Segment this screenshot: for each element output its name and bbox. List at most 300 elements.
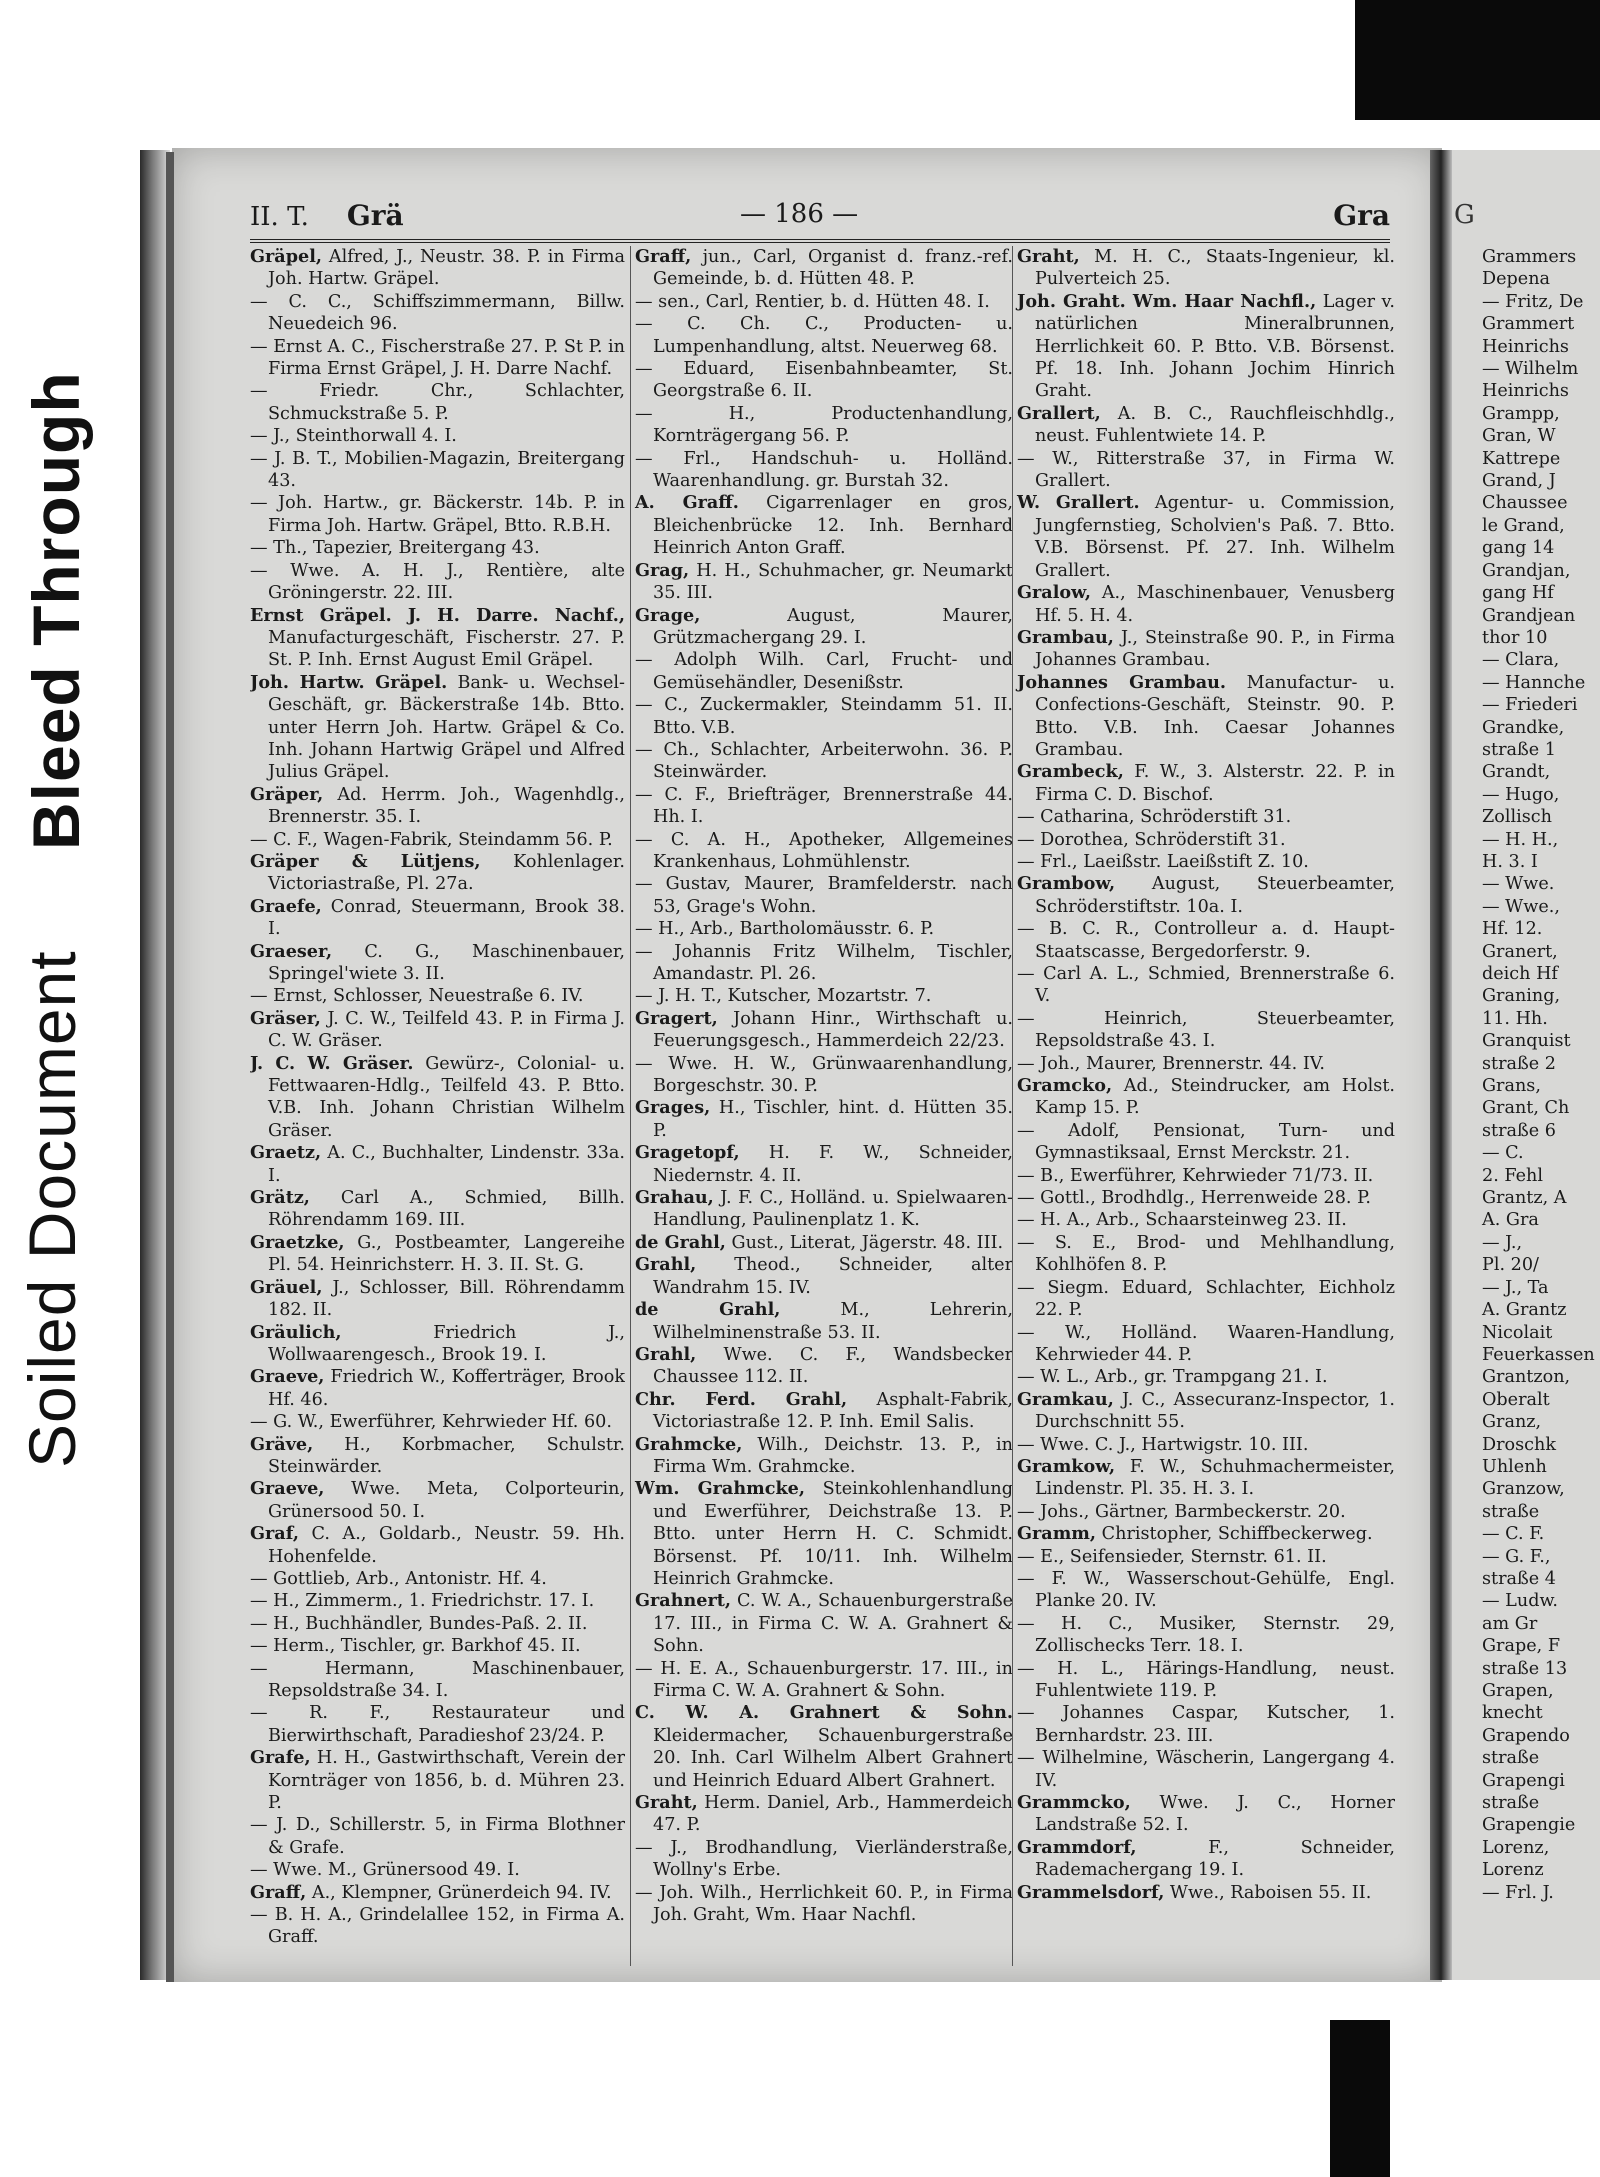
entry-name: Grambau, (1017, 626, 1114, 648)
directory-entry (250, 291, 625, 336)
directory-entry (250, 851, 625, 896)
entry-details: — H., Productenhandlung, Kornträgergang 56. P. (635, 403, 1013, 447)
entry-details: — Ernst A. C., Fischerstraße 27. P. St P. in Firma Ernst Gräpel, J. H. Darre Nachf. (250, 336, 625, 380)
directory-entry (1017, 1456, 1395, 1501)
entry-details: — Friedr. Chr., Schlachter, Schmuckstraße 5. P. (250, 381, 625, 424)
directory-entry (635, 941, 1013, 986)
entry-name: Grammcko, (1017, 1792, 1131, 1814)
directory-entry (635, 1097, 1013, 1142)
binding-edge (166, 152, 174, 1982)
facing-page-line: — Hannche (1482, 672, 1586, 693)
directory-entry (635, 246, 1013, 291)
facing-page-line: straße 13 (1482, 1658, 1568, 1679)
directory-entry (1017, 403, 1395, 448)
entry-name: Gragert, (635, 1007, 718, 1029)
facing-page-line: thor 10 (1482, 627, 1548, 648)
entry-name: Gramm, (1017, 1523, 1097, 1545)
directory-entry (250, 380, 625, 425)
entry-name: de Grahl, (635, 1231, 726, 1253)
entry-details: Agentur- u. Commission, Jungfernstieg, Scholvien's Paß. 7. Btto. V.B. Börsenst. Pf. 27. Inh. Wilhelm Grallert. (1035, 493, 1395, 581)
facing-page-line: — Ludw. (1482, 1591, 1559, 1612)
entry-details: — Herm., Tischler, gr. Barkhof 45. II. (250, 1636, 581, 1657)
facing-page-line: straße (1482, 1501, 1540, 1522)
entry-details: Friedrich J., Wollwaarengesch., Brook 19. I. (268, 1322, 625, 1365)
entry-name: Johannes Grambau. (1017, 671, 1227, 693)
directory-entry (1017, 963, 1395, 1008)
facing-page-line: gang 14 (1482, 538, 1555, 559)
facing-page-line: Grampp, (1482, 403, 1560, 424)
entry-details: Manufactur- u. Confections-Geschäft, Steinstr. 90. P. Btto. V.B. Inh. Caesar Johannes Grambau. (1035, 672, 1395, 760)
facing-page-line: straße 6 (1482, 1120, 1556, 1141)
entry-name: Gräser, (250, 1007, 321, 1029)
entry-details: — H., Zimmerm., 1. Friedrichstr. 17. I. (250, 1591, 595, 1612)
facing-page-line: Grapengi (1482, 1770, 1565, 1791)
directory-entry (250, 1366, 625, 1411)
facing-page-header: G (1454, 200, 1475, 230)
directory-entry (635, 1254, 1013, 1299)
directory-entry (250, 1658, 625, 1703)
entry-details: — C. F., Wagen-Fabrik, Steindamm 56. P. (250, 829, 613, 850)
entry-details: — H. C., Musiker, Sternstr. 29, Zollischecks Terr. 18. I. (1017, 1613, 1395, 1657)
entry-details: — Th., Tapezier, Breitergang 43. (250, 538, 540, 559)
facing-page-line: Droschk (1482, 1434, 1556, 1455)
entry-details: — sen., Carl, Rentier, b. d. Hütten 48. I. (635, 291, 990, 312)
directory-entry (1017, 1658, 1395, 1703)
facing-page-line: — J., (1482, 1232, 1523, 1253)
entry-name: Grage, (635, 604, 701, 626)
entry-details: — Johannes Caspar, Kutscher, 1. Bernhardstr. 23. III. (1017, 1703, 1395, 1746)
directory-entry (250, 537, 625, 559)
directory-entry (1017, 829, 1395, 851)
entry-name: Grag, (635, 559, 690, 581)
directory-entry (250, 1142, 625, 1187)
entry-details: August, Steuerbeamter, Schröderstiftstr. 10a. I. (1035, 874, 1395, 917)
facing-page-line: — Wilhelm (1482, 359, 1579, 380)
entry-name: J. C. W. Gräser. (250, 1052, 414, 1074)
entry-details: — G. W., Ewerführer, Kehrwieder Hf. 60. (250, 1412, 612, 1433)
entry-details: — W. L., Arb., gr. Trampgang 21. I. (1017, 1367, 1328, 1388)
facing-page-line: — Wwe. (1482, 874, 1555, 895)
entry-details: Johann Hinr., Wirthschaft u. Feuerungsgesch., Hammerdeich 22/23. (653, 1008, 1013, 1052)
facing-page-line: — Clara, (1482, 650, 1560, 671)
entry-details: — J. H. T., Kutscher, Mozartstr. 7. (635, 986, 932, 1007)
entry-details: — Wwe. H. W., Grünwaarenhandlung, Borgeschstr. 30. P. (635, 1053, 1013, 1097)
entry-details: Ad., Steindrucker, am Holst. Kamp 15. P. (1035, 1076, 1395, 1119)
entry-name: Grages, (635, 1097, 711, 1119)
entry-name: Gramkow, (1017, 1455, 1116, 1477)
directory-entry (1017, 1366, 1395, 1388)
entry-details: Wwe., Raboisen 55. II. (1164, 1882, 1372, 1903)
directory-entry (250, 1277, 625, 1322)
entry-details: August, Maurer, Grützmachergang 29. I. (653, 605, 1013, 648)
header-left-key: Grä (346, 199, 404, 232)
directory-entry (1017, 1277, 1395, 1322)
directory-entry (250, 1232, 625, 1277)
facing-page-line: Granz, (1482, 1412, 1542, 1433)
entry-details: H., Korbmacher, Schulstr. Steinwärder. (268, 1434, 625, 1477)
entry-details: Bank- u. Wechsel-Geschäft, gr. Bäckerstraße 14b. Btto. unter Herrn Joh. Hartw. Gräpel & Co. Inh. Johann Hartwig Gräpel und Alfred Julius Gräpel. (268, 672, 625, 783)
facing-page-line: — Frl. J. (1482, 1882, 1554, 1903)
entry-details: Carl A., Schmied, Billh. Röhrendamm 169. III. (268, 1188, 625, 1231)
directory-entry (250, 829, 625, 851)
entry-details: Theod., Schneider, alter Wandrahm 15. IV. (653, 1255, 1013, 1298)
entry-details: — Wwe. C. J., Hartwigstr. 10. III. (1017, 1434, 1309, 1455)
facing-page-line: 11. Hh. (1482, 1008, 1548, 1029)
directory-entry (250, 1882, 625, 1904)
facing-page-line: — Friederi (1482, 695, 1578, 716)
entry-details: C. G., Maschinenbauer, Springel'wiete 3. II. (268, 941, 625, 984)
entry-details: — J., Steinthorwall 4. I. (250, 426, 457, 447)
directory-entry (250, 1904, 625, 1949)
directory-entry (1017, 246, 1395, 291)
entry-details: — C. Ch. C., Producten- u. Lumpenhandlung, altst. Neuerweg 68. (635, 314, 1013, 357)
directory-entry (1017, 873, 1395, 918)
entry-details: — Eduard, Eisenbahnbeamter, St. Georgstraße 6. II. (635, 359, 1013, 402)
directory-column-3 (1012, 246, 1395, 1966)
entry-details: Wilh., Deichstr. 13. P., in Firma Wm. Grahmcke. (653, 1434, 1013, 1477)
directory-entry (635, 403, 1013, 448)
facing-page-line: Grand, J (1482, 471, 1556, 492)
directory-entry (1017, 1702, 1395, 1747)
entry-details: — C. A. H., Apotheker, Allgemeines Krankenhaus, Lohmühlenstr. (635, 829, 1013, 872)
entry-name: Grammdorf, (1017, 1836, 1137, 1858)
entry-details: — Frl., Laeißstr. Laeißstift Z. 10. (1017, 851, 1309, 872)
directory-entry (250, 1523, 625, 1568)
directory-entry (250, 1434, 625, 1479)
directory-entry (250, 1590, 625, 1612)
facing-page-fragment (1452, 150, 1600, 1980)
facing-page-line: straße 4 (1482, 1568, 1556, 1589)
directory-entry (1017, 1523, 1395, 1545)
facing-page-line: Hf. 12. (1482, 919, 1543, 940)
entry-details: F. W., 3. Alsterstr. 22. P. in Firma C. D. Bischof. (1035, 762, 1395, 805)
corner-tab-bottom (1330, 2020, 1390, 2177)
facing-page-line: Lorenz (1482, 1860, 1544, 1881)
entry-details: Wwe. J. C., Horner Landstraße 52. I. (1035, 1793, 1395, 1836)
directory-entry (250, 1747, 625, 1814)
entry-details: Asphalt-Fabrik, Victoriastraße 12. P. Inh. Emil Salis. (653, 1389, 1013, 1433)
directory-entry (1017, 582, 1395, 627)
facing-page-line: A. Gra (1482, 1210, 1539, 1231)
directory-entry (1017, 1882, 1395, 1904)
entry-details: Ad. Herrm. Joh., Wagenhdlg., Brennerstr. 35. I. (268, 784, 625, 828)
entry-details: — Heinrich, Steuerbeamter, Repsoldstraße 43. I. (1017, 1008, 1395, 1052)
directory-entry (1017, 1187, 1395, 1209)
facing-page-line: Granzow, (1482, 1479, 1565, 1500)
directory-entry (250, 1859, 625, 1881)
entry-details: — Joh. Hartw., gr. Bäckerstr. 14b. P. in Firma Joh. Hartw. Gräpel, Btto. R.B.H. (250, 493, 625, 536)
directory-entry (250, 1053, 625, 1143)
directory-entry (635, 829, 1013, 874)
directory-entry (1017, 1232, 1395, 1277)
entry-details: J. C., Assecuranz-Inspector, 1. Durchschnitt 55. (1035, 1389, 1395, 1433)
directory-entry (250, 1322, 625, 1367)
directory-entry (250, 1635, 625, 1657)
page-gutter (1430, 150, 1452, 1980)
entry-details: — Adolf, Pensionat, Turn- und Gymnastiksaal, Ernst Merckstr. 21. (1017, 1120, 1395, 1164)
directory-entry (1017, 1389, 1395, 1434)
entry-details: A., Maschinenbauer, Venusberg Hf. 5. H. 4. (1035, 583, 1395, 626)
entry-details: H. F. W., Schneider, Niedernstr. 4. II. (653, 1143, 1013, 1186)
facing-page-column (1482, 246, 1600, 1904)
bleed-through-label: Bleed Through (19, 371, 93, 850)
entry-details: — J., Brodhandlung, Vierländerstraße, Wollny's Erbe. (635, 1837, 1013, 1881)
directory-entry (250, 1187, 625, 1232)
entry-details: — B. C. R., Controlleur a. d. Haupt-Staatscasse, Bergedorferstr. 9. (1017, 919, 1395, 962)
entry-details: Kleidermacher, Schauenburgerstraße 20. Inh. Carl Wilhelm Albert Grahnert und Heinrich Eduard Albert Grahnert. (653, 1725, 1013, 1791)
facing-page-line: Feuerkassen (1482, 1344, 1595, 1365)
header-volume: II. T. Grä (250, 199, 404, 232)
directory-entry (250, 896, 625, 941)
entry-name: Gragetopf, (635, 1142, 740, 1164)
entry-details: Gewürz-, Colonial- u. Fettwaaren-Hdlg., Teilfeld 43. P. Btto. V.B. Inh. Johann Christian Wilhelm Gräser. (268, 1053, 625, 1141)
directory-entry (1017, 1008, 1395, 1053)
entry-details: A. B. C., Rauchfleischhdlg., neust. Fuhlentwiete 14. P. (1035, 403, 1395, 447)
directory-entry (635, 739, 1013, 784)
directory-entry (250, 425, 625, 447)
directory-entry (635, 358, 1013, 403)
directory-entry (635, 649, 1013, 694)
entry-name: C. W. A. Grahnert & Sohn. (635, 1702, 1013, 1724)
facing-page-line: Grandjan, (1482, 560, 1571, 581)
facing-page-line: Grandjean (1482, 605, 1576, 626)
facing-page-line: Granquist (1482, 1031, 1571, 1052)
facing-page-line: — G. F., (1482, 1546, 1551, 1567)
directory-entry (635, 1882, 1013, 1927)
facing-page-line: Zollisch (1482, 807, 1552, 828)
facing-page-line: Oberalt (1482, 1389, 1550, 1410)
entry-name: de Grahl, (635, 1299, 781, 1321)
facing-page-line: Heinrichs (1482, 336, 1569, 357)
directory-entry (635, 560, 1013, 605)
facing-page-line: Chaussee (1482, 493, 1568, 514)
directory-entry (1017, 1075, 1395, 1120)
entry-name: A. Graff. (635, 492, 739, 514)
directory-entry (250, 246, 625, 291)
directory-entry (250, 1008, 625, 1053)
facing-page-line: Grandt, (1482, 762, 1551, 783)
directory-entry (1017, 627, 1395, 672)
facing-page-line: — Hugo, (1482, 784, 1560, 805)
entry-details: G., Postbeamter, Langereihe Pl. 54. Heinrichsterr. H. 3. II. St. G. (268, 1232, 625, 1276)
directory-entry (1017, 918, 1395, 963)
entry-details: C. A., Goldarb., Neustr. 59. Hh. Hohenfelde. (268, 1524, 625, 1567)
entry-details: Herm. Daniel, Arb., Hammerdeich 47. P. (653, 1793, 1013, 1836)
facing-page-line: 2. Fehl (1482, 1165, 1543, 1186)
directory-entry (1017, 1613, 1395, 1658)
directory-entry (250, 336, 625, 381)
facing-page-line: straße 2 (1482, 1053, 1556, 1074)
entry-details: — C. C., Schiffszimmermann, Billw. Neuedeich 96. (250, 291, 625, 335)
entry-details: — Dorothea, Schröderstift 31. (1017, 829, 1286, 850)
facing-page-line: Gran, W (1482, 426, 1556, 447)
entry-details: — C., Zuckermakler, Steindamm 51. II. Btto. V.B. (635, 695, 1013, 738)
directory-entry (635, 694, 1013, 739)
entry-name: Gräpel, (250, 246, 322, 267)
directory-entry (1017, 1747, 1395, 1792)
entry-details: Friedrich W., Kofferträger, Brook Hf. 46. (268, 1367, 625, 1410)
entry-details: — B., Ewerführer, Kehrwieder 71/73. II. (1017, 1165, 1374, 1186)
entry-details: F., Schneider, Rademachergang 19. I. (1035, 1837, 1395, 1881)
entry-details: — Ernst, Schlosser, Neuestraße 6. IV. (250, 986, 584, 1007)
entry-details: — Gottl., Brodhdlg., Herrenweide 28. P. (1017, 1188, 1371, 1209)
facing-page-line: Graning, (1482, 986, 1561, 1007)
entry-details: — Johs., Gärtner, Barmbeckerstr. 20. (1017, 1501, 1346, 1522)
entry-details: — J. B. T., Mobilien-Magazin, Breitergang 43. (250, 448, 625, 492)
facing-page-line: Nicolait (1482, 1322, 1553, 1343)
directory-entry (635, 1053, 1013, 1098)
directory-entry (250, 560, 625, 605)
facing-page-line: am Gr (1482, 1613, 1538, 1634)
directory-entry (1017, 1568, 1395, 1613)
directory-entry (1017, 1120, 1395, 1165)
facing-page-line: Depena (1482, 269, 1551, 290)
directory-entry (635, 1232, 1013, 1254)
entry-details: H., Tischler, hint. d. Hütten 35. P. (653, 1098, 1013, 1141)
entry-details: H. H., Gastwirthschaft, Verein der Kornträger von 1856, b. d. Mühren 23. P. (268, 1748, 625, 1814)
entry-details: — H. L., Härings-Handlung, neust. Fuhlentwiete 119. P. (1017, 1658, 1395, 1701)
directory-entry (635, 784, 1013, 829)
entry-name: Gräuel, (250, 1276, 323, 1298)
directory-entry (250, 1411, 625, 1433)
facing-page-line: — C. F. (1482, 1524, 1545, 1545)
facing-page-line: Grapengie (1482, 1815, 1576, 1836)
facing-page-line: Grandke, (1482, 717, 1565, 738)
facing-page-line: Grantzon, (1482, 1367, 1571, 1388)
entry-details: Steinkohlenhandlung und Ewerführer, Deichstraße 13. P. Btto. unter Herrn H. C. Schmidt. Börsenst. Pf. 10/11. Inh. Wilhelm Heinrich Grahmcke. (653, 1479, 1013, 1589)
directory-entry (250, 941, 625, 986)
entry-name: Gräve, (250, 1433, 314, 1455)
entry-name: W. Grallert. (1017, 492, 1140, 514)
directory-entry (1017, 448, 1395, 493)
entry-name: Gramcko, (1017, 1075, 1113, 1097)
entry-details: J., Steinstraße 90. P., in Firma Johannes Grambau. (1035, 627, 1395, 671)
entry-details: — Adolph Wilh. Carl, Frucht- und Gemüsehändler, Desenißstr. (635, 650, 1013, 693)
entry-details: — Wwe. M., Grünersood 49. I. (250, 1860, 520, 1881)
facing-page-line: Granert, (1482, 941, 1558, 962)
facing-page-line: — C. (1482, 1143, 1524, 1164)
header-right-key: Gra (1333, 199, 1390, 232)
directory-entry (1017, 1053, 1395, 1075)
facing-page-line: knecht (1482, 1703, 1543, 1724)
entry-name: Gräulich, (250, 1321, 342, 1343)
entry-details: Christopher, Schiffbeckerweg. (1096, 1524, 1373, 1545)
entry-details: J., Schlosser, Bill. Röhrendamm 182. II. (268, 1277, 625, 1321)
directory-entry (1017, 851, 1395, 873)
entry-details: J. C. W., Teilfeld 43. P. in Firma J. C. W. Gräser. (268, 1008, 625, 1052)
entry-name: Gräper, (250, 783, 324, 805)
directory-column-2 (630, 246, 1013, 1966)
entry-name: Graht, (635, 1792, 698, 1814)
entry-details: — Gottlieb, Arb., Antonistr. Hf. 4. (250, 1568, 547, 1589)
directory-entry (635, 1344, 1013, 1389)
entry-details: — Ch., Schlachter, Arbeiterwohn. 36. P. Steinwärder. (635, 739, 1013, 783)
facing-page-line: H. 3. I (1482, 851, 1538, 872)
facing-page-line: Grans, (1482, 1076, 1541, 1097)
directory-entry (635, 1837, 1013, 1882)
corner-tab-top (1355, 0, 1600, 120)
entry-details: — E., Seifensieder, Sternstr. 61. II. (1017, 1546, 1327, 1567)
entry-details: — Gustav, Maurer, Bramfelderstr. nach 53, Grage's Wohn. (635, 874, 1013, 917)
entry-details: M. H. C., Staats-Ingenieur, kl. Pulverteich 25. (1035, 247, 1395, 290)
directory-entry (635, 1008, 1013, 1053)
entry-name: Grammelsdorf, (1017, 1881, 1165, 1903)
entry-details: — H. E. A., Schauenburgerstr. 17. III., in Firma C. W. A. Grahnert & Sohn. (635, 1658, 1013, 1701)
entry-name: Wm. Grahmcke, (635, 1478, 805, 1500)
entry-name: Grahnert, (635, 1590, 731, 1612)
directory-entry (635, 918, 1013, 940)
directory-entry (1017, 492, 1395, 582)
directory-entry (635, 1434, 1013, 1479)
facing-page-line: Grape, F (1482, 1636, 1561, 1657)
directory-entry (1017, 761, 1395, 806)
facing-page-line: Grammers (1482, 247, 1577, 267)
directory-entry (635, 1792, 1013, 1837)
directory-entry (250, 1702, 625, 1747)
directory-entry (1017, 1792, 1395, 1837)
entry-name: Graeve, (250, 1478, 325, 1500)
directory-entry (250, 1814, 625, 1859)
facing-page-line: Grammert (1482, 314, 1575, 335)
directory-entry (1017, 1546, 1395, 1568)
directory-entry (635, 313, 1013, 358)
facing-page-line: — Wwe., (1482, 896, 1560, 917)
facing-page-line: straße (1482, 1793, 1540, 1814)
directory-entry (1017, 291, 1395, 403)
directory-entry (635, 1299, 1013, 1344)
entry-details: Manufacturgeschäft, Fischerstr. 27. P. St. P. Inh. Ernst August Emil Gräpel. (268, 627, 625, 671)
directory-entry (250, 784, 625, 829)
facing-page-line: straße (1482, 1748, 1540, 1769)
directory-entry (1017, 1165, 1395, 1187)
directory-entry (250, 1568, 625, 1590)
entry-details: H. H., Schuhmacher, gr. Neumarkt 35. III. (653, 560, 1013, 604)
entry-details: — W., Ritterstraße 37, in Firma W. Grallert. (1017, 448, 1395, 492)
entry-details: — S. E., Brod- und Mehlhandlung, Kohlhöfen 8. P. (1017, 1232, 1395, 1276)
entry-name: Ernst Gräpel. J. H. Darre. Nachf., (250, 604, 625, 626)
entry-name: Grahl, (635, 1254, 697, 1276)
entry-details: M., Lehrerin, Wilhelminenstraße 53. II. (653, 1300, 1013, 1343)
entry-name: Graefe, (250, 895, 322, 917)
facing-page-line: Grantz, A (1482, 1188, 1567, 1209)
directory-entry (635, 605, 1013, 650)
entry-details: — B. H. A., Grindelallee 152, in Firma A. Graff. (250, 1905, 625, 1948)
directory-entry (250, 605, 625, 672)
entry-details: Gust., Literat, Jägerstr. 48. III. (725, 1232, 1004, 1253)
directory-entry (250, 448, 625, 493)
directory-entry (250, 672, 625, 784)
page-header (250, 195, 1390, 243)
directory-entry (250, 492, 625, 537)
directory-entry (635, 1590, 1013, 1657)
entry-details: — Catharina, Schröderstift 31. (1017, 807, 1292, 828)
directory-entry (1017, 1322, 1395, 1367)
entry-name: Graetz, (250, 1142, 322, 1164)
facing-page-line: — H. H., (1482, 829, 1559, 850)
entry-name: Graff, (250, 1881, 307, 1903)
facing-page-line: — J., Ta (1482, 1277, 1549, 1298)
directory-entry (1017, 1837, 1395, 1882)
entry-details: — H. A., Arb., Schaarsteinweg 23. II. (1017, 1210, 1347, 1231)
facing-page-line: gang Hf (1482, 583, 1554, 604)
facing-page-line: deich Hf (1482, 964, 1558, 984)
entry-name: Grambeck, (1017, 761, 1124, 783)
entry-details: — W., Holländ. Waaren-Handlung, Kehrwieder 44. P. (1017, 1322, 1395, 1365)
entry-details: jun., Carl, Organist d. franz.-ref. Gemeinde, b. d. Hütten 48. P. (653, 247, 1013, 290)
entry-details: — H., Buchhändler, Bundes-Paß. 2. II. (250, 1613, 588, 1634)
entry-name: Grätz, (250, 1187, 310, 1209)
facing-page-line: Grant, Ch (1482, 1098, 1570, 1119)
